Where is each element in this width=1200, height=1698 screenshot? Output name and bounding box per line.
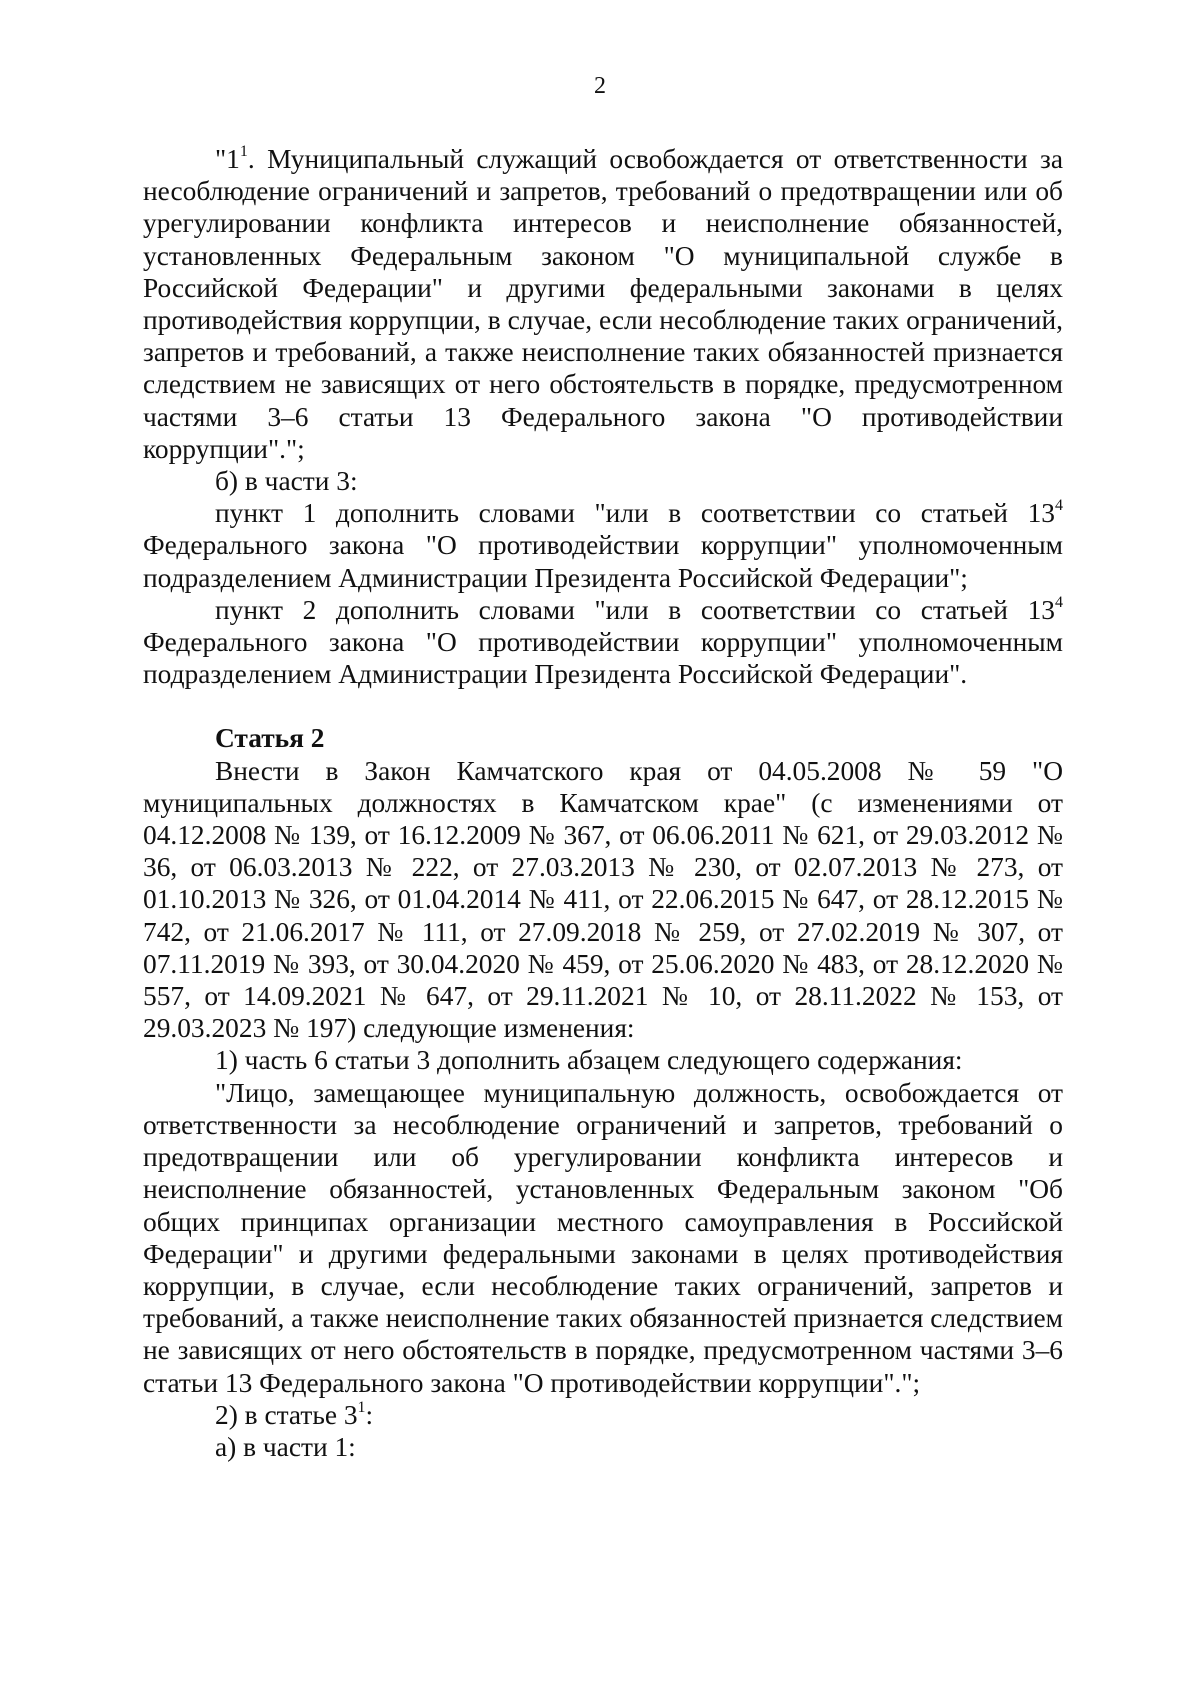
paragraph-text: пункт 2 дополнить словами "или в соответствии со статьей 13 — [215, 594, 1055, 625]
paragraph-municipal-office-exemption: "Лицо, замещающее муниципальную должность, освобождается от ответственности за несоблюдение ограничений и запретов, требований о предотвращении или об урегулировании конфликта интересов и неисполнение обязанностей, установленных Федеральным законом "Об общих принципах организации местного самоуправления в Российской Федерации" и другими федеральными законами в целях противодействия коррупции, в случае, если несоблюдение таких ограничений, запретов и требований, а также неисполнение таких обязанностей признается следствием не зависящих от него обстоятельств в порядке, предусмотренном частями 3–6 статьи 13 Федерального закона "О противодействии коррупции"."; — [143, 1077, 1063, 1398]
paragraph-part-3: б) в части 3: — [215, 466, 358, 497]
paragraph-text: : — [365, 1399, 374, 1430]
page-number: 2 — [594, 73, 606, 99]
document-body — [143, 143, 1063, 1463]
article-heading: Статья 2 — [215, 723, 325, 754]
paragraph-point-1 — [143, 497, 1063, 594]
paragraph-item-a: а) в части 1: — [215, 1431, 356, 1462]
superscript: 1 — [239, 142, 248, 160]
paragraph-amend-law: Внести в Закон Камчатского края от 04.05.2008 № 59 "О муниципальных должностях в Камчатском крае" (с изменениями от 04.12.2008 № 139, от 16.12.2009 № 367, от 06.06.2011 № 621, от 29.03.2012 № 36, от 06.03.2013 № 222, от 27.03.2013 № 230, от 02.07.2013 № 273, от 01.10.2013 № 326, от 01.04.2014 № 411, от 22.06.2015 № 647, от 28.12.2015 № 742, от 21.06.2017 № 111, от 27.09.2018 № 259, от 27.02.2019 № 307, от 07.11.2019 № 393, от 30.04.2020 № 459, от 25.06.2020 № 483, от 28.12.2020 № 557, от 14.09.2021 № 647, от 29.11.2021 № 10, от 28.11.2022 № 153, от 29.03.2023 № 197) следующие изменения: — [143, 755, 1063, 1044]
paragraph-text: Федерального закона "О противодействии коррупции" уполномоченным подразделением Администрации Президента Российской Федерации". — [143, 627, 1063, 690]
paragraph-text: пункт 1 дополнить словами "или в соответствии со статьей 13 — [215, 498, 1055, 529]
paragraph-point-2 — [143, 594, 1063, 691]
paragraph-prefix: "1 — [215, 144, 240, 174]
superscript: 4 — [1055, 593, 1063, 611]
superscript: 1 — [357, 1398, 366, 1416]
paragraph-text: 2) в статье 3 — [215, 1399, 358, 1430]
paragraph-item-2 — [143, 1399, 1063, 1431]
paragraph-muni-servant-exemption — [143, 143, 1063, 465]
paragraph-text: Федерального закона "О противодействии коррупции" уполномоченным подразделением Администрации Президента Российской Федерации"; — [143, 530, 1063, 593]
paragraph-item-1: 1) часть 6 статьи 3 дополнить абзацем следующего содержания: — [215, 1045, 963, 1076]
superscript: 4 — [1055, 497, 1063, 515]
paragraph-text: . Муниципальный служащий освобождается от ответственности за несоблюдение ограничений и запретов, требований о предотвращении или об урегулировании конфликта интересов и неисполнение обязанностей, установленных Федеральным законом "О муниципальной службе в Российской Федерации" и другими федеральными законами в целях противодействия коррупции, в случае, если несоблюдение таких ограничений, запретов и требований, а также неисполнение таких обязанностей признается следствием не зависящих от него обстоятельств в порядке, предусмотренном частями 3–6 статьи 13 Федерального закона "О противодействии коррупции"."; — [143, 144, 1063, 464]
